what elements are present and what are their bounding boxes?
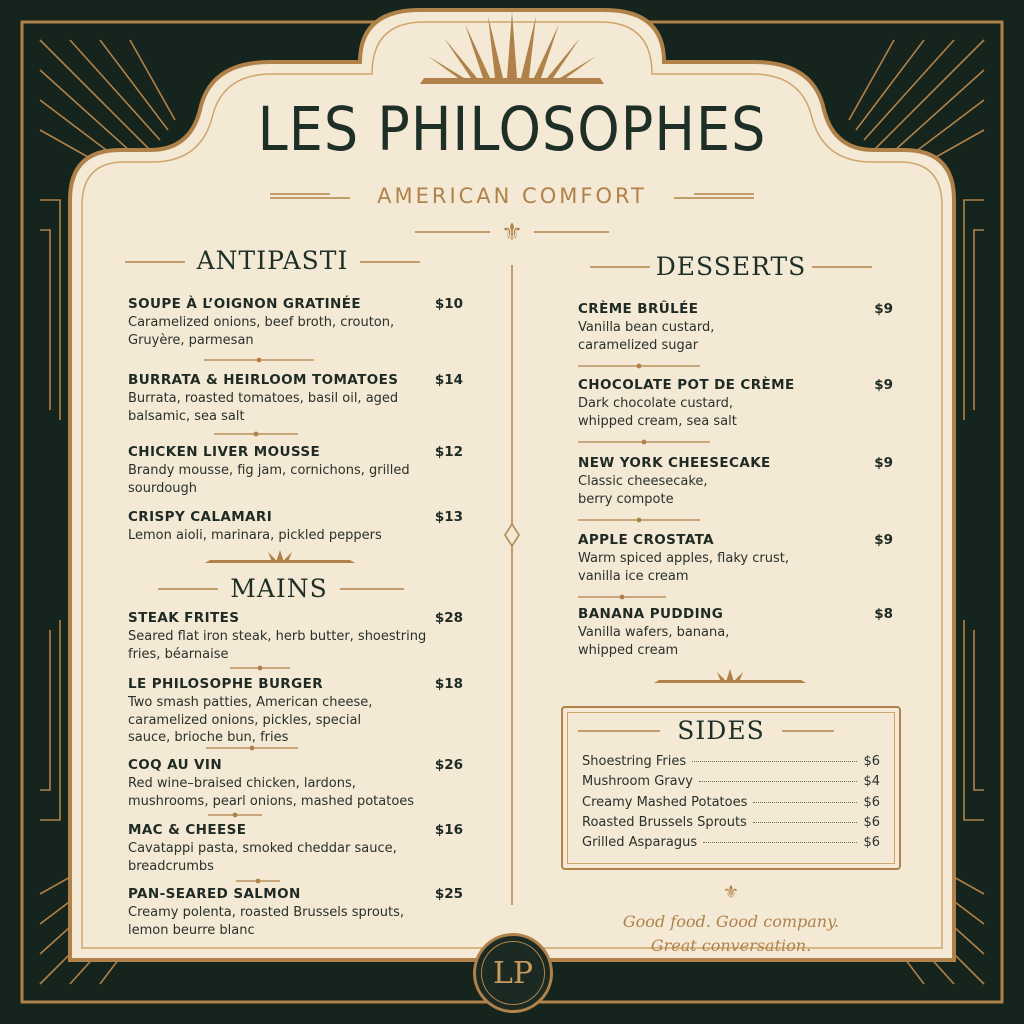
monogram-logo	[473, 933, 553, 1013]
side-item	[582, 774, 880, 794]
item-description: Dark chocolate custard, whipped cream, sea salt	[578, 396, 737, 429]
sides-list	[582, 754, 880, 855]
item-name: PAN-SEARED SALMON	[128, 886, 301, 902]
item-description: Caramelized onions, beef broth, crouton, Gruyère, parmesan	[128, 315, 395, 348]
menu-item	[128, 372, 463, 425]
item-name: STEAK FRITES	[128, 610, 240, 626]
item-price: $9	[874, 455, 893, 471]
item-name: CHICKEN LIVER MOUSSE	[128, 444, 321, 460]
menu-item	[578, 377, 893, 430]
side-item	[582, 815, 880, 835]
item-price: $14	[434, 372, 463, 388]
side-price: $6	[863, 794, 880, 810]
restaurant-subtitle: AMERICAN COMFORT	[377, 184, 647, 208]
menu-item	[128, 822, 463, 875]
side-price: $6	[863, 835, 880, 851]
item-description: Two smash patties, American cheese, caramelized onions, pickles, special sauce, brioche bun, fries	[128, 695, 373, 745]
item-name: CRÈME BRÛLÉE	[578, 301, 699, 317]
menu-item	[128, 610, 463, 663]
item-name: COQ AU VIN	[128, 757, 223, 773]
item-price: $9	[874, 301, 893, 317]
dot-leader	[753, 802, 857, 803]
menu-item	[578, 532, 893, 585]
item-price: $26	[434, 757, 463, 773]
item-name: MAC & CHEESE	[128, 822, 247, 838]
item-price: $10	[434, 296, 463, 312]
item-description: Classic cheesecake, berry compote	[578, 474, 708, 507]
item-name: SOUPE À L’OIGNON GRATINÉE	[128, 296, 361, 312]
item-name: BURRATA & HEIRLOOM TOMATOES	[128, 372, 399, 388]
item-name: LE PHILOSOPHE BURGER	[128, 676, 323, 692]
side-name: Mushroom Gravy	[582, 774, 694, 790]
side-item	[582, 754, 880, 774]
item-price: $12	[434, 444, 463, 460]
item-price: $9	[874, 532, 893, 548]
item-description: Red wine–braised chicken, lardons, mushrooms, pearl onions, mashed potatoes	[128, 776, 415, 809]
item-name: BANANA PUDDING	[578, 606, 724, 622]
section-title-desserts: DESSERTS	[655, 252, 807, 281]
svg-text:⚜: ⚜	[501, 218, 523, 246]
menu-item	[128, 509, 463, 545]
menu-item	[128, 886, 463, 939]
dot-leader	[699, 781, 857, 782]
item-name: CHOCOLATE POT DE CRÈME	[578, 377, 795, 393]
side-name: Grilled Asparagus	[582, 835, 698, 851]
side-price: $6	[863, 754, 880, 769]
item-price: $8	[874, 606, 893, 622]
dot-leader	[753, 822, 858, 823]
item-description: Burrata, roasted tomatoes, basil oil, aged balsamic, sea salt	[128, 391, 399, 424]
side-price: $4	[863, 774, 880, 790]
tagline	[561, 910, 901, 958]
item-description: Vanilla bean custard, caramelized sugar	[578, 320, 715, 353]
item-description: Creamy polenta, roasted Brussels sprouts, lemon beurre blanc	[128, 905, 405, 938]
item-price: $18	[434, 676, 463, 692]
side-price: $6	[863, 814, 880, 830]
side-item	[582, 835, 880, 855]
restaurant-title: LES PHILOSOPHES	[257, 94, 767, 165]
tagline-line-1: Good food. Good company.	[622, 912, 840, 931]
section-title-mains: MAINS	[230, 574, 328, 603]
side-name: Creamy Mashed Potatoes	[582, 794, 748, 810]
monogram-text: LP	[481, 941, 545, 1005]
item-description: Seared flat iron steak, herb butter, shoestring fries, béarnaise	[128, 629, 427, 662]
menu-item	[578, 301, 893, 354]
item-price: $13	[434, 509, 463, 525]
item-price: $28	[434, 610, 463, 626]
item-description: Cavatappi pasta, smoked cheddar sauce, breadcrumbs	[128, 841, 397, 874]
item-name: CRISPY CALAMARI	[128, 509, 273, 525]
item-description: Brandy mousse, fig jam, cornichons, grilled sourdough	[128, 463, 410, 496]
menu-item	[128, 296, 463, 349]
menu-item	[128, 676, 463, 747]
item-description: Lemon aioli, marinara, pickled peppers	[128, 528, 382, 543]
item-price: $25	[434, 886, 463, 902]
dot-leader	[703, 842, 857, 843]
item-price: $16	[434, 822, 463, 838]
section-title-sides: SIDES	[677, 716, 765, 745]
svg-text:⚜: ⚜	[722, 882, 740, 903]
item-price: $9	[874, 377, 893, 393]
menu-item	[128, 757, 463, 810]
tagline-line-2: Great conversation.	[650, 936, 812, 955]
side-name: Roasted Brussels Sprouts	[582, 814, 747, 830]
menu-item	[578, 606, 893, 659]
side-item	[582, 795, 880, 815]
item-description: Vanilla wafers, banana, whipped cream	[578, 625, 730, 658]
section-title-antipasti: ANTIPASTI	[196, 246, 349, 275]
dot-leader	[692, 761, 857, 762]
menu-item	[578, 455, 893, 508]
side-name: Shoestring Fries	[582, 754, 687, 769]
item-name: NEW YORK CHEESECAKE	[578, 455, 771, 471]
item-name: APPLE CROSTATA	[578, 532, 715, 548]
menu-item	[128, 444, 463, 497]
item-description: Warm spiced apples, flaky crust, vanilla ice cream	[578, 551, 789, 584]
